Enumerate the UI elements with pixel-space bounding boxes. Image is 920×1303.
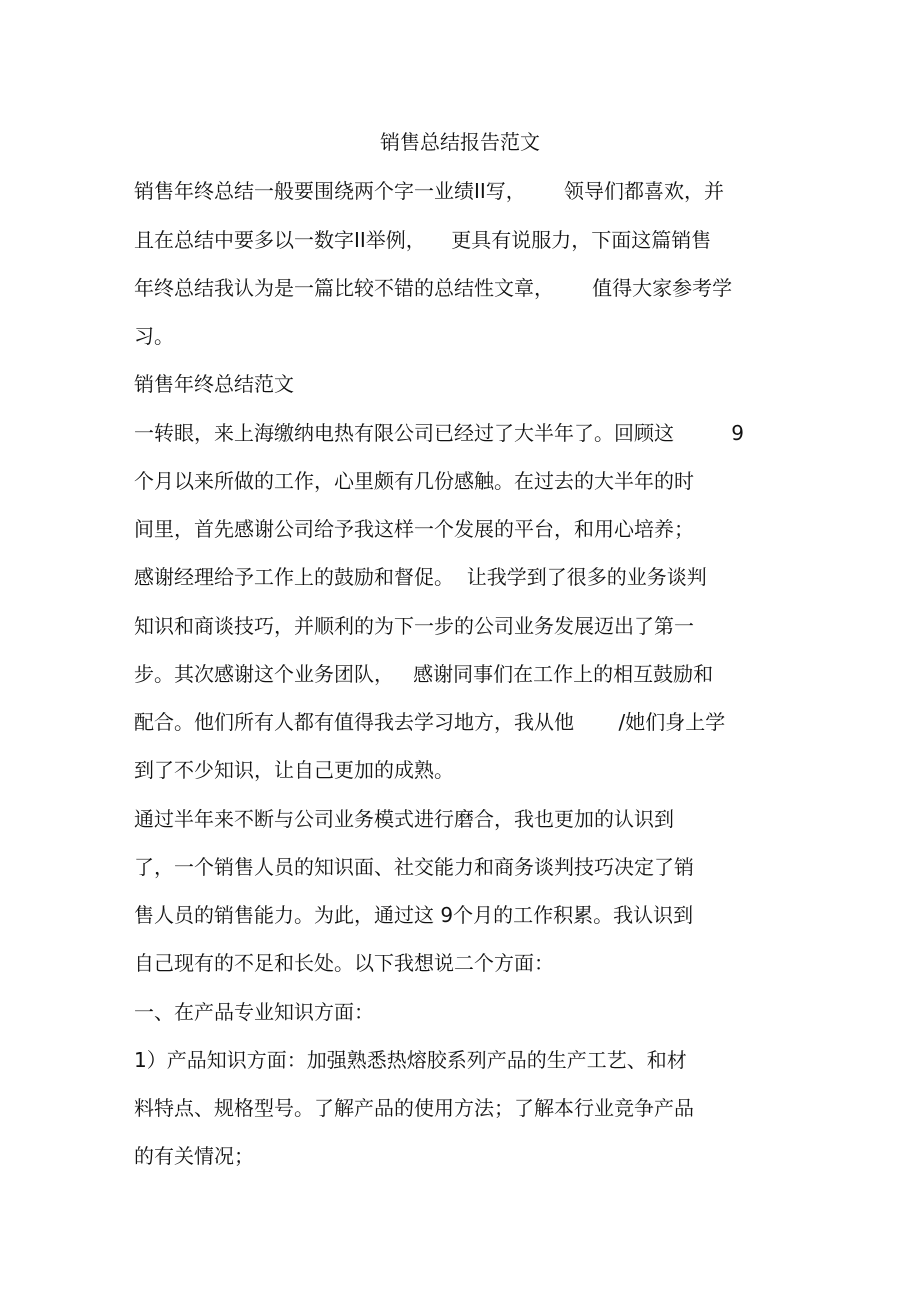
paragraph-line: 习。 (134, 324, 174, 348)
paragraph-line: 步。其次感谢这个业务团队， 感谢同事们在工作上的相互鼓励和 (134, 662, 714, 686)
paragraph-line: 且在总结中要多以一数字II举例， 更具有说服力，下面这篇销售 (134, 228, 712, 252)
paragraph-line: 销售年终总结一般要围绕两个字一业绩II写， 领导们都喜欢，并 (134, 179, 724, 203)
list-item-line: 的有关情况； (134, 1144, 254, 1168)
paragraph-line: 自己现有的不足和长处。以下我想说二个方面： (134, 951, 554, 975)
paragraph-line: 感谢经理给予工作上的鼓励和督促。 让我学到了很多的业务谈判 (134, 565, 707, 589)
paragraph-line: 通过半年来不断与公司业务模式进行磨合，我也更加的认识到 (134, 807, 674, 831)
paragraph-line: 个月以来所做的工作，心里颇有几份感触。在过去的大半年的时 (134, 469, 694, 493)
paragraph-line: 到了不少知识，让自己更加的成熟。 (134, 758, 454, 782)
paragraph-line: 知识和商谈技巧，并顺利的为下一步的公司业务发展迈出了第一 (134, 614, 694, 638)
paragraph-line: 间里，首先感谢公司给予我这样一个发展的平台，和用心培养； (134, 517, 694, 541)
section-heading: 销售年终总结范文 (134, 372, 294, 396)
list-item-line: 1）产品知识方面：加强熟悉热熔胶系列产品的生产工艺、和材 (134, 1048, 687, 1072)
paragraph-line: 年终总结我认为是一篇比较不错的总结性文章， 值得大家参考学 (134, 276, 733, 300)
paragraph-line: 售人员的销售能力。为此，通过这 9个月的工作积累。我认识到 (134, 903, 694, 927)
section-heading: 一、在产品专业知识方面： (134, 1000, 374, 1024)
paragraph-line: 了，一个销售人员的知识面、社交能力和商务谈判技巧决定了销 (134, 855, 694, 879)
page-title: 销售总结报告范文 (380, 130, 540, 154)
list-item-line: 料特点、规格型号。了解产品的使用方法；了解本行业竞争产品 (134, 1096, 694, 1120)
paragraph-line: 配合。他们所有人都有值得我去学习地方，我从他 /她们身上学 (134, 710, 726, 734)
paragraph-line: 一转眼，来上海缴纳电热有限公司已经过了大半年了。回顾这 9 (134, 421, 744, 445)
